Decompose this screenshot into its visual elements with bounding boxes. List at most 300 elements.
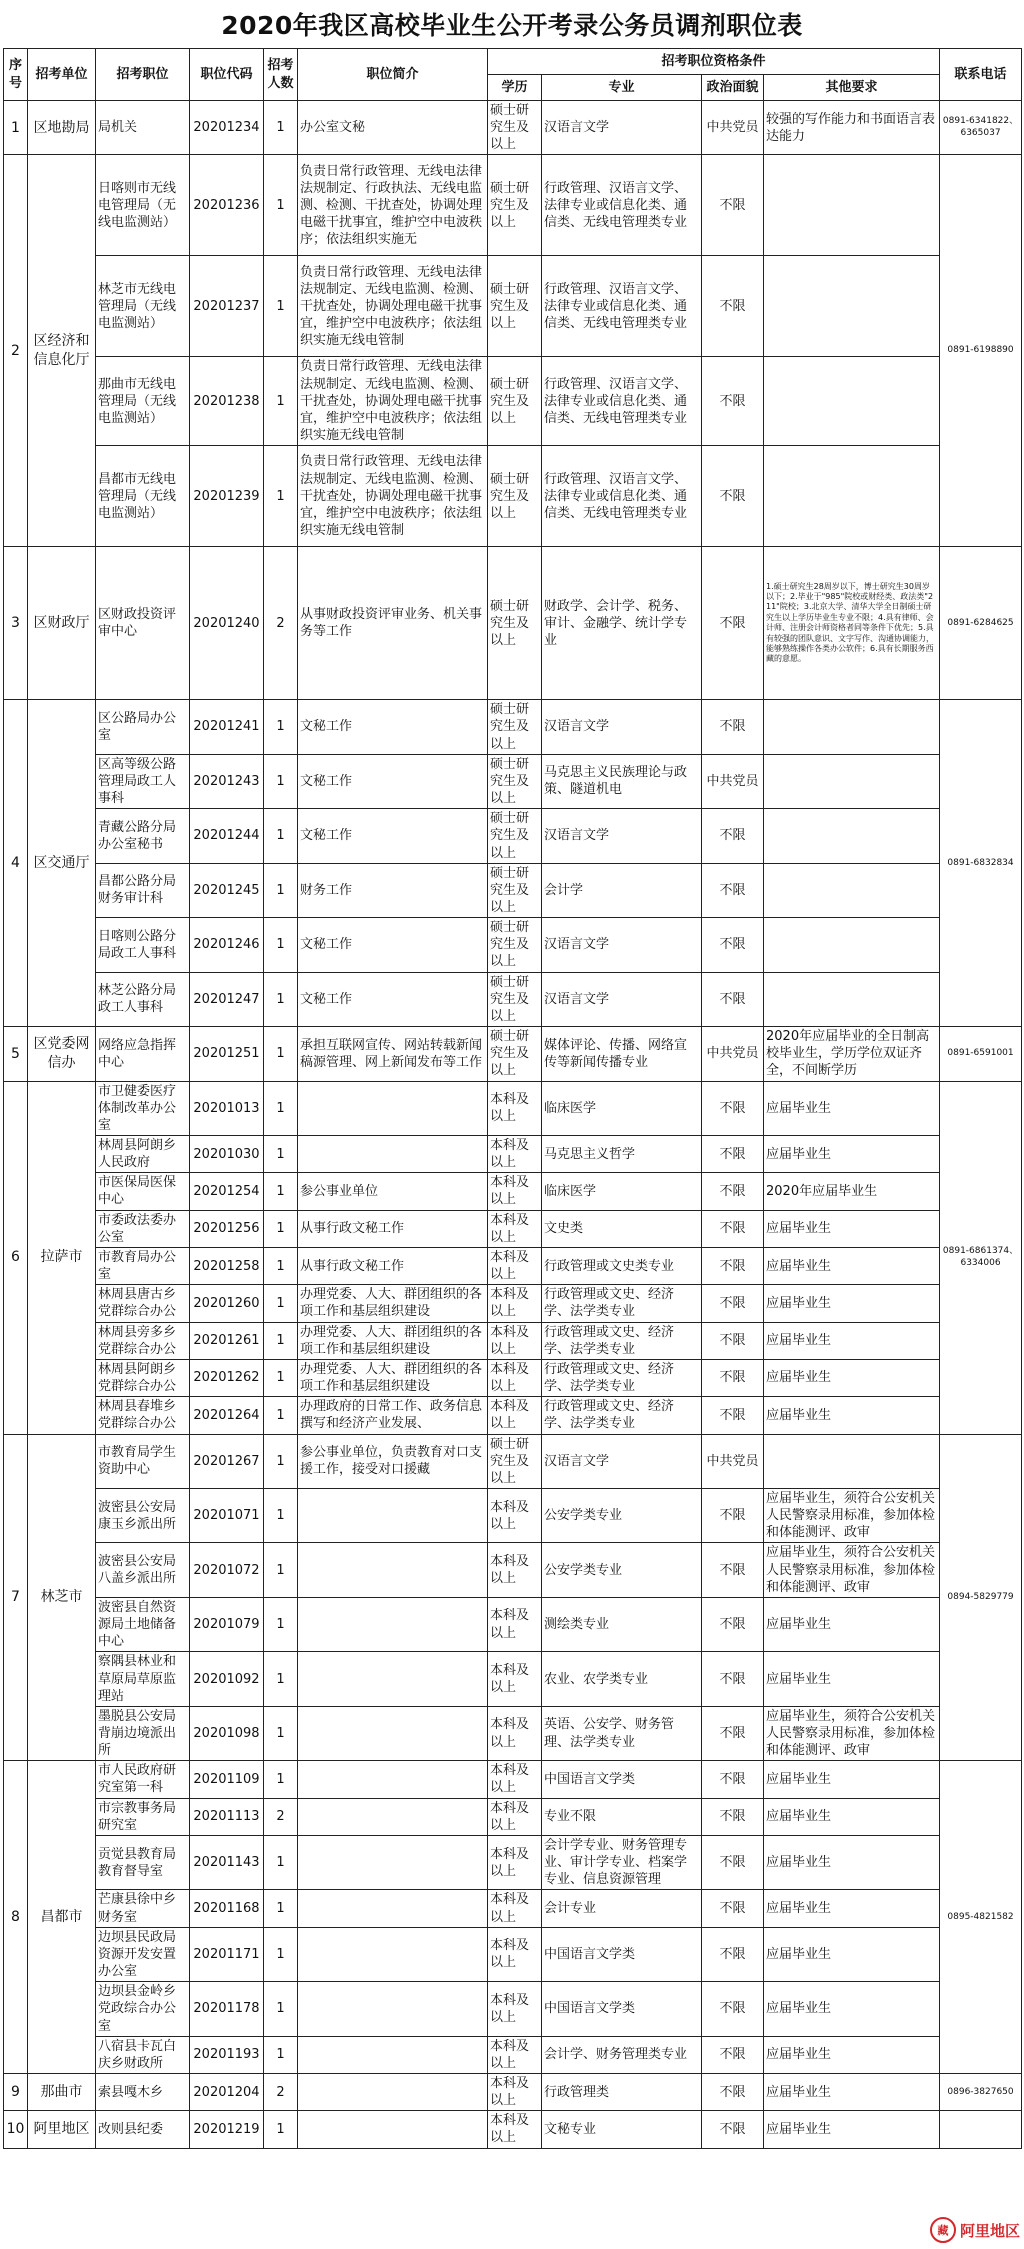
other-cell: 应届毕业生 bbox=[764, 1247, 940, 1284]
desc-cell: 参公事业单位，负责教育对口支援工作，接受对口援藏 bbox=[298, 1434, 488, 1488]
major-cell: 英语、公安学、财务管理、法学类专业 bbox=[542, 1706, 702, 1760]
code-cell: 20201264 bbox=[190, 1397, 264, 1434]
other-cell bbox=[764, 972, 940, 1026]
edu-cell: 本科及以上 bbox=[488, 1927, 542, 1981]
other-cell: 应届毕业生 bbox=[764, 1397, 940, 1434]
header-desc: 职位简介 bbox=[298, 49, 488, 101]
other-cell: 应届毕业生 bbox=[764, 1927, 940, 1981]
unit-cell: 区经济和信息化厅 bbox=[28, 155, 96, 547]
post-cell: 市卫健委医疗体制改革办公室 bbox=[96, 1081, 190, 1135]
other-cell bbox=[764, 155, 940, 256]
count-cell: 1 bbox=[264, 256, 298, 357]
edu-cell: 硕士研究生及以上 bbox=[488, 446, 542, 547]
other-cell: 应届毕业生 bbox=[764, 2073, 940, 2110]
desc-cell: 负责日常行政管理、无线电法律法规制定、无线电监测、检测、干扰查处，协调处理电磁干扰事宜，维护空中电波秩序；依法组织实施无线电管制 bbox=[298, 446, 488, 547]
post-cell: 市人民政府研究室第一科 bbox=[96, 1761, 190, 1798]
header-unit: 招考单位 bbox=[28, 49, 96, 101]
unit-cell: 区交通厅 bbox=[28, 700, 96, 1027]
code-cell: 20201013 bbox=[190, 1081, 264, 1135]
major-cell: 行政管理、汉语言文学、法律专业或信息化类、通信类、无线电管理类专业 bbox=[542, 155, 702, 256]
post-cell: 昌都市无线电管理局（无线电监测站） bbox=[96, 446, 190, 547]
major-cell: 行政管理或文史、经济学、法学类专业 bbox=[542, 1397, 702, 1434]
edu-cell: 本科及以上 bbox=[488, 1543, 542, 1597]
table-row bbox=[4, 1982, 1022, 2036]
major-cell: 会计学专业、财务管理专业、审计学专业、档案学专业、信息资源管理 bbox=[542, 1835, 702, 1889]
code-cell: 20201243 bbox=[190, 754, 264, 808]
count-cell: 1 bbox=[264, 1927, 298, 1981]
table-row bbox=[4, 446, 1022, 547]
edu-cell: 本科及以上 bbox=[488, 1285, 542, 1322]
header-other: 其他要求 bbox=[764, 75, 940, 101]
desc-cell: 从事行政文秘工作 bbox=[298, 1247, 488, 1284]
politics-cell: 不限 bbox=[702, 918, 764, 972]
post-cell: 索县嘎木乡 bbox=[96, 2073, 190, 2110]
politics-cell: 中共党员 bbox=[702, 754, 764, 808]
major-cell: 文秘专业 bbox=[542, 2111, 702, 2148]
count-cell: 1 bbox=[264, 1173, 298, 1210]
politics-cell: 不限 bbox=[702, 1359, 764, 1396]
seq-cell: 4 bbox=[4, 700, 28, 1027]
count-cell: 1 bbox=[264, 1706, 298, 1760]
header-major: 专业 bbox=[542, 75, 702, 101]
major-cell: 汉语言文学 bbox=[542, 972, 702, 1026]
seq-cell: 8 bbox=[4, 1761, 28, 2074]
desc-cell bbox=[298, 1652, 488, 1706]
major-cell: 汉语言文学 bbox=[542, 809, 702, 863]
post-cell: 市医保局医保中心 bbox=[96, 1173, 190, 1210]
politics-cell: 不限 bbox=[702, 1285, 764, 1322]
other-cell: 应届毕业生 bbox=[764, 1798, 940, 1835]
table-row bbox=[4, 1285, 1022, 1322]
table-row bbox=[4, 1543, 1022, 1597]
post-cell: 林芝市无线电管理局（无线电监测站） bbox=[96, 256, 190, 357]
politics-cell: 不限 bbox=[702, 1652, 764, 1706]
other-cell bbox=[764, 809, 940, 863]
other-cell bbox=[764, 700, 940, 754]
desc-cell bbox=[298, 1543, 488, 1597]
count-cell: 1 bbox=[264, 918, 298, 972]
politics-cell: 不限 bbox=[702, 1927, 764, 1981]
table-row bbox=[4, 155, 1022, 256]
code-cell: 20201267 bbox=[190, 1434, 264, 1488]
edu-cell: 本科及以上 bbox=[488, 1081, 542, 1135]
code-cell: 20201071 bbox=[190, 1488, 264, 1542]
major-cell: 中国语言文学类 bbox=[542, 1761, 702, 1798]
phone-cell: 0891-6591001 bbox=[940, 1027, 1022, 1081]
code-cell: 20201262 bbox=[190, 1359, 264, 1396]
table-row bbox=[4, 1081, 1022, 1135]
post-cell: 林芝公路分局政工人事科 bbox=[96, 972, 190, 1026]
unit-cell: 区财政厅 bbox=[28, 547, 96, 700]
politics-cell: 不限 bbox=[702, 2111, 764, 2148]
major-cell: 农业、农学类专业 bbox=[542, 1652, 702, 1706]
desc-cell: 办公室文秘 bbox=[298, 101, 488, 155]
major-cell: 行政管理或文史、经济学、法学类专业 bbox=[542, 1285, 702, 1322]
post-cell: 八宿县卡瓦白庆乡财政所 bbox=[96, 2036, 190, 2073]
desc-cell bbox=[298, 1761, 488, 1798]
politics-cell: 不限 bbox=[702, 809, 764, 863]
seq-cell: 3 bbox=[4, 547, 28, 700]
seq-cell: 7 bbox=[4, 1434, 28, 1761]
code-cell: 20201079 bbox=[190, 1597, 264, 1651]
politics-cell: 不限 bbox=[702, 1247, 764, 1284]
major-cell: 行政管理、汉语言文学、法律专业或信息化类、通信类、无线电管理类专业 bbox=[542, 357, 702, 446]
other-cell bbox=[764, 357, 940, 446]
other-cell bbox=[764, 1434, 940, 1488]
table-row bbox=[4, 1247, 1022, 1284]
code-cell: 20201098 bbox=[190, 1706, 264, 1760]
edu-cell: 硕士研究生及以上 bbox=[488, 357, 542, 446]
seal-icon: 藏 bbox=[930, 2217, 956, 2243]
major-cell: 专业不限 bbox=[542, 1798, 702, 1835]
other-cell: 应届毕业生 bbox=[764, 1136, 940, 1173]
edu-cell: 硕士研究生及以上 bbox=[488, 1027, 542, 1081]
table-body bbox=[4, 101, 1022, 2149]
table-row bbox=[4, 101, 1022, 155]
edu-cell: 硕士研究生及以上 bbox=[488, 700, 542, 754]
edu-cell: 本科及以上 bbox=[488, 1247, 542, 1284]
phone-cell: 0891-6198890 bbox=[940, 155, 1022, 547]
post-cell: 日喀则公路分局政工人事科 bbox=[96, 918, 190, 972]
count-cell: 1 bbox=[264, 357, 298, 446]
code-cell: 20201030 bbox=[190, 1136, 264, 1173]
politics-cell: 中共党员 bbox=[702, 101, 764, 155]
count-cell: 1 bbox=[264, 1359, 298, 1396]
politics-cell: 不限 bbox=[702, 1890, 764, 1927]
seq-cell: 1 bbox=[4, 101, 28, 155]
desc-cell: 承担互联网宣传、网站转载新闻稿源管理、网上新闻发布等工作 bbox=[298, 1027, 488, 1081]
major-cell: 行政管理类 bbox=[542, 2073, 702, 2110]
desc-cell bbox=[298, 2036, 488, 2073]
table-row bbox=[4, 2111, 1022, 2148]
table-row bbox=[4, 1890, 1022, 1927]
count-cell: 1 bbox=[264, 446, 298, 547]
politics-cell: 不限 bbox=[702, 256, 764, 357]
unit-cell: 阿里地区 bbox=[28, 2111, 96, 2148]
post-cell: 日喀则市无线电管理局（无线电监测站） bbox=[96, 155, 190, 256]
header-edu: 学历 bbox=[488, 75, 542, 101]
phone-cell bbox=[940, 2111, 1022, 2148]
code-cell: 20201204 bbox=[190, 2073, 264, 2110]
desc-cell: 文秘工作 bbox=[298, 918, 488, 972]
unit-cell: 区地勘局 bbox=[28, 101, 96, 155]
politics-cell: 不限 bbox=[702, 700, 764, 754]
seq-cell: 6 bbox=[4, 1081, 28, 1434]
major-cell: 文史类 bbox=[542, 1210, 702, 1247]
code-cell: 20201113 bbox=[190, 1798, 264, 1835]
other-cell: 应届毕业生 bbox=[764, 1285, 940, 1322]
code-cell: 20201260 bbox=[190, 1285, 264, 1322]
code-cell: 20201254 bbox=[190, 1173, 264, 1210]
code-cell: 20201143 bbox=[190, 1835, 264, 1889]
desc-cell: 文秘工作 bbox=[298, 754, 488, 808]
count-cell: 1 bbox=[264, 1322, 298, 1359]
count-cell: 1 bbox=[264, 1136, 298, 1173]
edu-cell: 本科及以上 bbox=[488, 1652, 542, 1706]
major-cell: 公安学类专业 bbox=[542, 1543, 702, 1597]
desc-cell: 财务工作 bbox=[298, 863, 488, 917]
other-cell: 2020年应届毕业的全日制高校毕业生，学历学位双证齐全，不间断学历 bbox=[764, 1027, 940, 1081]
count-cell: 1 bbox=[264, 1285, 298, 1322]
politics-cell: 不限 bbox=[702, 1543, 764, 1597]
unit-cell: 昌都市 bbox=[28, 1761, 96, 2074]
phone-cell: 0891-6832834 bbox=[940, 700, 1022, 1027]
code-cell: 20201109 bbox=[190, 1761, 264, 1798]
other-cell bbox=[764, 918, 940, 972]
major-cell: 会计专业 bbox=[542, 1890, 702, 1927]
politics-cell: 不限 bbox=[702, 972, 764, 1026]
phone-cell: 0891-6284625 bbox=[940, 547, 1022, 700]
politics-cell: 不限 bbox=[702, 1982, 764, 2036]
desc-cell: 负责日常行政管理、无线电法律法规制定、无线电监测、检测、干扰查处，协调处理电磁干扰事宜，维护空中电波秩序；依法组织实施无线电管制 bbox=[298, 357, 488, 446]
politics-cell: 不限 bbox=[702, 1798, 764, 1835]
other-cell: 1.硕士研究生28周岁以下，博士研究生30周岁以下；2.毕业于"985"院校或财经类、政法类"211"院校；3.北京大学、清华大学全日制硕士研究生以上学历毕业生专业不限；4.具有律师、会计师、注册会计师资格者同等条件下优先；5.具有较强的团队意识、文字写作、沟通协调能力，能够熟练操作各类办公软件；6.具有长期服务西藏的意愿。 bbox=[764, 547, 940, 700]
major-cell: 财政学、会计学、税务、审计、金融学、统计学专业 bbox=[542, 547, 702, 700]
desc-cell: 文秘工作 bbox=[298, 972, 488, 1026]
table-row bbox=[4, 1136, 1022, 1173]
count-cell: 1 bbox=[264, 155, 298, 256]
count-cell: 1 bbox=[264, 2036, 298, 2073]
edu-cell: 硕士研究生及以上 bbox=[488, 863, 542, 917]
watermark bbox=[930, 2217, 1020, 2243]
post-cell: 局机关 bbox=[96, 101, 190, 155]
edu-cell: 本科及以上 bbox=[488, 2111, 542, 2148]
code-cell: 20201237 bbox=[190, 256, 264, 357]
post-cell: 区高等级公路管理局政工人事科 bbox=[96, 754, 190, 808]
other-cell bbox=[764, 446, 940, 547]
table-row bbox=[4, 547, 1022, 700]
major-cell: 临床医学 bbox=[542, 1081, 702, 1135]
desc-cell: 负责日常行政管理、无线电法律法规制定、无线电监测、检测、干扰查处，协调处理电磁干扰事宜，维护空中电波秩序；依法组织实施无线电管制 bbox=[298, 256, 488, 357]
code-cell: 20201236 bbox=[190, 155, 264, 256]
code-cell: 20201238 bbox=[190, 357, 264, 446]
unit-cell: 林芝市 bbox=[28, 1434, 96, 1761]
count-cell: 1 bbox=[264, 2111, 298, 2148]
desc-cell: 办理党委、人大、群团组织的各项工作和基层组织建设 bbox=[298, 1285, 488, 1322]
politics-cell: 不限 bbox=[702, 1136, 764, 1173]
seq-cell: 9 bbox=[4, 2073, 28, 2110]
desc-cell: 负责日常行政管理、无线电法律法规制定、行政执法、无线电监测、检测、干扰查处，协调处理电磁干扰事宜，维护空中电波秩序；依法组织实施无 bbox=[298, 155, 488, 256]
other-cell: 应届毕业生 bbox=[764, 1597, 940, 1651]
politics-cell: 不限 bbox=[702, 1210, 764, 1247]
seq-cell: 2 bbox=[4, 155, 28, 547]
unit-cell: 那曲市 bbox=[28, 2073, 96, 2110]
code-cell: 20201251 bbox=[190, 1027, 264, 1081]
edu-cell: 本科及以上 bbox=[488, 2073, 542, 2110]
table-row bbox=[4, 1359, 1022, 1396]
major-cell: 马克思主义哲学 bbox=[542, 1136, 702, 1173]
count-cell: 2 bbox=[264, 1798, 298, 1835]
other-cell: 应届毕业生 bbox=[764, 1210, 940, 1247]
post-cell: 贡觉县教育局教育督导室 bbox=[96, 1835, 190, 1889]
code-cell: 20201092 bbox=[190, 1652, 264, 1706]
table-row bbox=[4, 918, 1022, 972]
major-cell: 会计学 bbox=[542, 863, 702, 917]
edu-cell: 硕士研究生及以上 bbox=[488, 256, 542, 357]
other-cell: 应届毕业生，须符合公安机关人民警察录用标准，参加体检和体能测评、政审 bbox=[764, 1706, 940, 1760]
seq-cell: 10 bbox=[4, 2111, 28, 2148]
post-cell: 林周县阿朗乡人民政府 bbox=[96, 1136, 190, 1173]
other-cell: 应届毕业生 bbox=[764, 1081, 940, 1135]
politics-cell: 不限 bbox=[702, 1322, 764, 1359]
major-cell: 马克思主义民族理论与政策、隧道机电 bbox=[542, 754, 702, 808]
major-cell: 行政管理或文史、经济学、法学类专业 bbox=[542, 1359, 702, 1396]
desc-cell bbox=[298, 1982, 488, 2036]
other-cell: 2020年应届毕业生 bbox=[764, 1173, 940, 1210]
count-cell: 1 bbox=[264, 972, 298, 1026]
header-qualifications: 招考职位资格条件 bbox=[488, 49, 940, 75]
politics-cell: 不限 bbox=[702, 1173, 764, 1210]
edu-cell: 本科及以上 bbox=[488, 1597, 542, 1651]
politics-cell: 不限 bbox=[702, 1597, 764, 1651]
other-cell: 应届毕业生 bbox=[764, 1890, 940, 1927]
edu-cell: 本科及以上 bbox=[488, 2036, 542, 2073]
other-cell: 较强的写作能力和书面语言表达能力 bbox=[764, 101, 940, 155]
table-row bbox=[4, 1835, 1022, 1889]
other-cell: 应届毕业生，须符合公安机关人民警察录用标准，参加体检和体能测评、政审 bbox=[764, 1543, 940, 1597]
table-row bbox=[4, 2036, 1022, 2073]
post-cell: 芒康县徐中乡财务室 bbox=[96, 1890, 190, 1927]
table-row bbox=[4, 1488, 1022, 1542]
count-cell: 1 bbox=[264, 1434, 298, 1488]
edu-cell: 本科及以上 bbox=[488, 1835, 542, 1889]
header-politics: 政治面貌 bbox=[702, 75, 764, 101]
politics-cell: 不限 bbox=[702, 1835, 764, 1889]
other-cell: 应届毕业生 bbox=[764, 1982, 940, 2036]
code-cell: 20201261 bbox=[190, 1322, 264, 1359]
edu-cell: 本科及以上 bbox=[488, 1359, 542, 1396]
post-cell: 区财政投资评审中心 bbox=[96, 547, 190, 700]
major-cell: 中国语言文学类 bbox=[542, 1927, 702, 1981]
edu-cell: 硕士研究生及以上 bbox=[488, 101, 542, 155]
politics-cell: 不限 bbox=[702, 863, 764, 917]
major-cell: 行政管理或文史类专业 bbox=[542, 1247, 702, 1284]
count-cell: 1 bbox=[264, 101, 298, 155]
seq-cell: 5 bbox=[4, 1027, 28, 1081]
count-cell: 2 bbox=[264, 547, 298, 700]
table-row bbox=[4, 1397, 1022, 1434]
politics-cell: 不限 bbox=[702, 155, 764, 256]
major-cell: 汉语言文学 bbox=[542, 700, 702, 754]
post-cell: 波密县公安局康玉乡派出所 bbox=[96, 1488, 190, 1542]
major-cell: 会计学、财务管理类专业 bbox=[542, 2036, 702, 2073]
code-cell: 20201234 bbox=[190, 101, 264, 155]
table-row bbox=[4, 1597, 1022, 1651]
code-cell: 20201241 bbox=[190, 700, 264, 754]
politics-cell: 不限 bbox=[702, 2036, 764, 2073]
desc-cell bbox=[298, 1597, 488, 1651]
desc-cell bbox=[298, 1081, 488, 1135]
other-cell bbox=[764, 256, 940, 357]
other-cell: 应届毕业生 bbox=[764, 1835, 940, 1889]
post-cell: 那曲市无线电管理局（无线电监测站） bbox=[96, 357, 190, 446]
table-row bbox=[4, 2073, 1022, 2110]
desc-cell bbox=[298, 1890, 488, 1927]
positions-table bbox=[3, 48, 1022, 2149]
politics-cell: 不限 bbox=[702, 1706, 764, 1760]
other-cell bbox=[764, 863, 940, 917]
code-cell: 20201256 bbox=[190, 1210, 264, 1247]
code-cell: 20201219 bbox=[190, 2111, 264, 2148]
table-row bbox=[4, 1761, 1022, 1798]
desc-cell bbox=[298, 1136, 488, 1173]
politics-cell: 不限 bbox=[702, 1081, 764, 1135]
unit-cell: 拉萨市 bbox=[28, 1081, 96, 1434]
major-cell: 媒体评论、传播、网络宣传等新闻传播专业 bbox=[542, 1027, 702, 1081]
politics-cell: 不限 bbox=[702, 1761, 764, 1798]
edu-cell: 本科及以上 bbox=[488, 1210, 542, 1247]
count-cell: 1 bbox=[264, 1597, 298, 1651]
post-cell: 林周县唐古乡党群综合办公 bbox=[96, 1285, 190, 1322]
other-cell bbox=[764, 754, 940, 808]
phone-cell: 0891-6861374、6334006 bbox=[940, 1081, 1022, 1434]
phone-cell: 0891-6341822、6365037 bbox=[940, 101, 1022, 155]
desc-cell: 文秘工作 bbox=[298, 809, 488, 863]
major-cell: 行政管理或文史、经济学、法学类专业 bbox=[542, 1322, 702, 1359]
edu-cell: 硕士研究生及以上 bbox=[488, 754, 542, 808]
code-cell: 20201178 bbox=[190, 1982, 264, 2036]
desc-cell bbox=[298, 1488, 488, 1542]
count-cell: 2 bbox=[264, 2073, 298, 2110]
desc-cell bbox=[298, 1927, 488, 1981]
major-cell: 行政管理、汉语言文学、法律专业或信息化类、通信类、无线电管理类专业 bbox=[542, 446, 702, 547]
edu-cell: 硕士研究生及以上 bbox=[488, 918, 542, 972]
header-code: 职位代码 bbox=[190, 49, 264, 101]
unit-cell: 区党委网信办 bbox=[28, 1027, 96, 1081]
other-cell: 应届毕业生 bbox=[764, 2036, 940, 2073]
count-cell: 1 bbox=[264, 809, 298, 863]
edu-cell: 硕士研究生及以上 bbox=[488, 1434, 542, 1488]
other-cell: 应届毕业生 bbox=[764, 1761, 940, 1798]
edu-cell: 本科及以上 bbox=[488, 1397, 542, 1434]
post-cell: 林周县春堆乡党群综合办公 bbox=[96, 1397, 190, 1434]
desc-cell bbox=[298, 1706, 488, 1760]
other-cell: 应届毕业生，须符合公安机关人民警察录用标准，参加体检和体能测评、政审 bbox=[764, 1488, 940, 1542]
post-cell: 边坝县民政局资源开发安置办公室 bbox=[96, 1927, 190, 1981]
count-cell: 1 bbox=[264, 1835, 298, 1889]
desc-cell bbox=[298, 1835, 488, 1889]
edu-cell: 本科及以上 bbox=[488, 1488, 542, 1542]
count-cell: 1 bbox=[264, 1027, 298, 1081]
phone-cell: 0894-5829779 bbox=[940, 1434, 1022, 1761]
count-cell: 1 bbox=[264, 1081, 298, 1135]
edu-cell: 本科及以上 bbox=[488, 1798, 542, 1835]
code-cell: 20201247 bbox=[190, 972, 264, 1026]
code-cell: 20201171 bbox=[190, 1927, 264, 1981]
post-cell: 墨脱县公安局背崩边境派出所 bbox=[96, 1706, 190, 1760]
code-cell: 20201258 bbox=[190, 1247, 264, 1284]
post-cell: 波密县公安局八盖乡派出所 bbox=[96, 1543, 190, 1597]
edu-cell: 硕士研究生及以上 bbox=[488, 809, 542, 863]
phone-cell: 0896-3827650 bbox=[940, 2073, 1022, 2110]
politics-cell: 不限 bbox=[702, 2073, 764, 2110]
header-post: 招考职位 bbox=[96, 49, 190, 101]
politics-cell: 不限 bbox=[702, 1397, 764, 1434]
post-cell: 市委政法委办公室 bbox=[96, 1210, 190, 1247]
post-cell: 网络应急指挥中心 bbox=[96, 1027, 190, 1081]
edu-cell: 本科及以上 bbox=[488, 1706, 542, 1760]
politics-cell: 中共党员 bbox=[702, 1027, 764, 1081]
table-row bbox=[4, 256, 1022, 357]
post-cell: 青藏公路分局办公室秘书 bbox=[96, 809, 190, 863]
edu-cell: 本科及以上 bbox=[488, 1890, 542, 1927]
post-cell: 改则县纪委 bbox=[96, 2111, 190, 2148]
code-cell: 20201240 bbox=[190, 547, 264, 700]
count-cell: 1 bbox=[264, 1982, 298, 2036]
table-row bbox=[4, 357, 1022, 446]
table-row bbox=[4, 809, 1022, 863]
table-row bbox=[4, 700, 1022, 754]
